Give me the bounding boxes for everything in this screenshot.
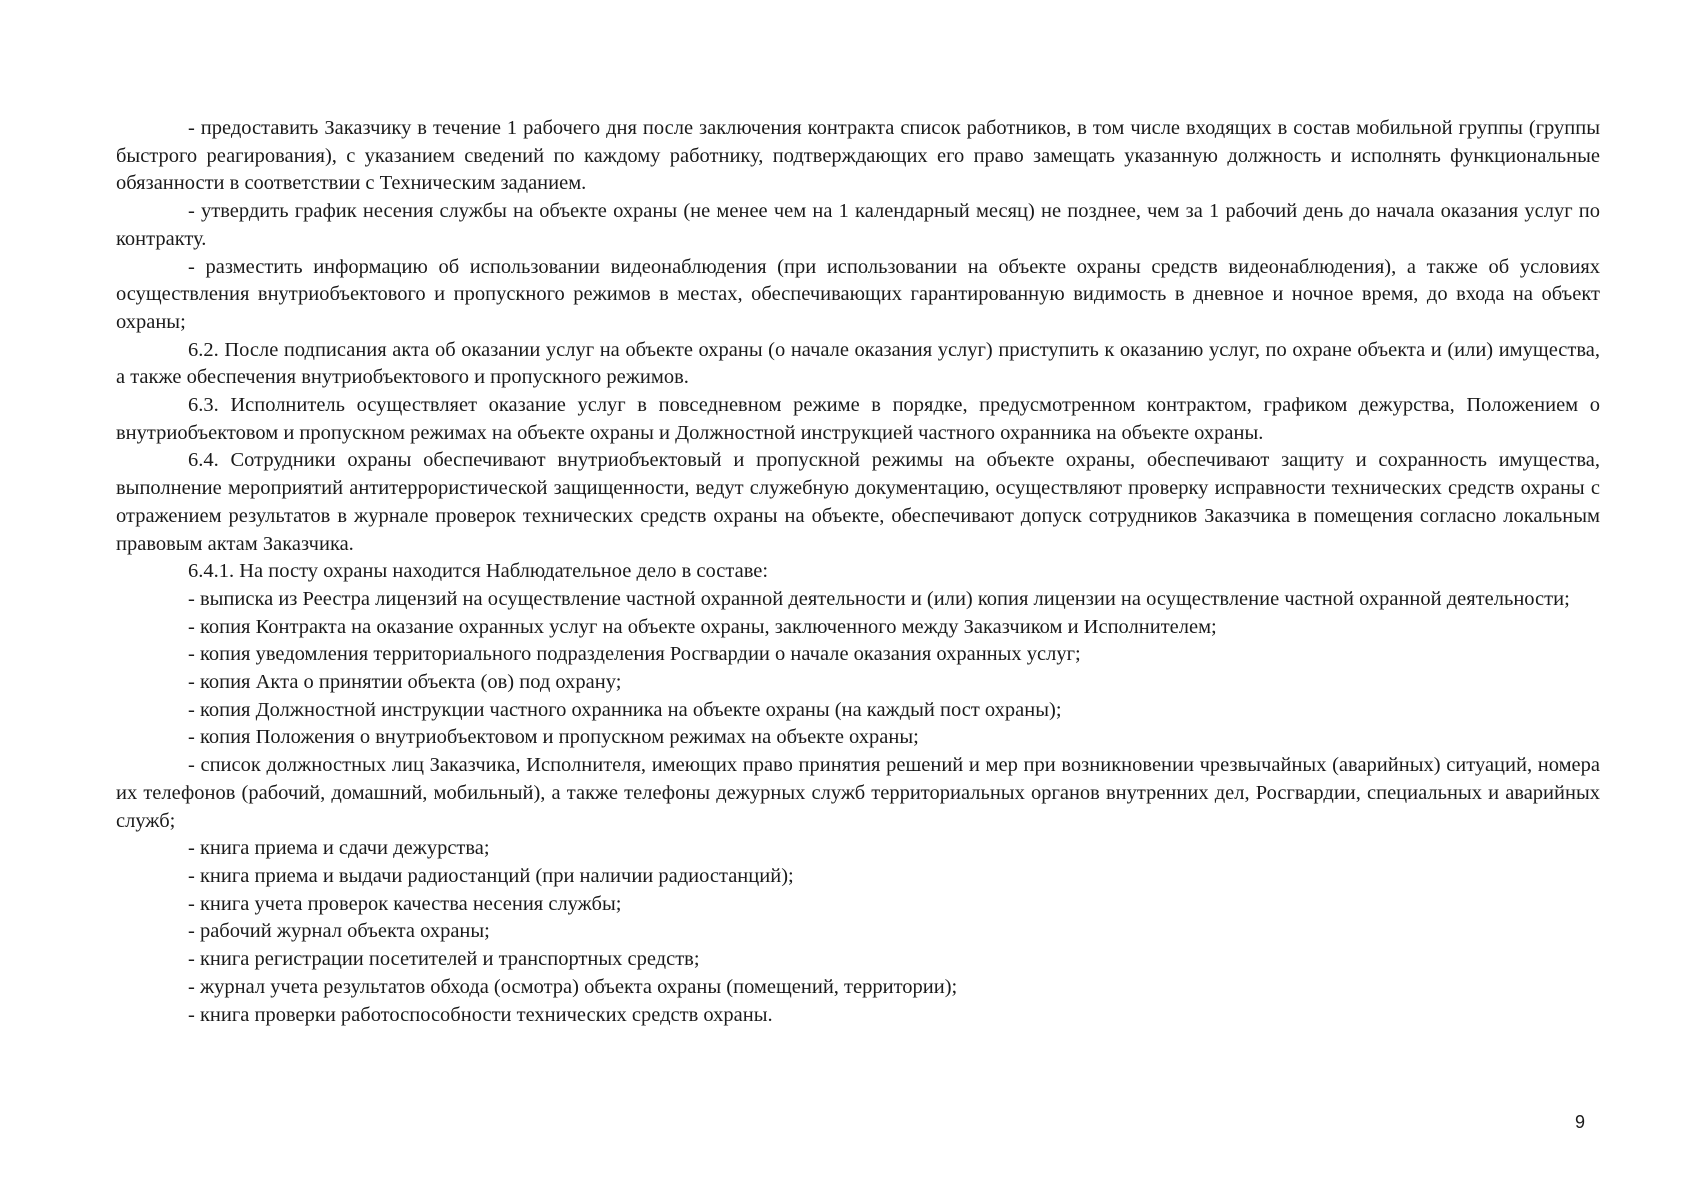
- paragraph: - утвердить график несения службы на объекте охраны (не менее чем на 1 календарный месяц) не позднее, чем за 1 рабочий день до начала оказания услуг по контракту.: [116, 200, 1600, 250]
- paragraph: - книга приема и сдачи дежурства;: [188, 837, 490, 860]
- paragraph: - книга регистрации посетителей и транспортных средств;: [188, 948, 700, 971]
- paragraph: - книга проверки работоспособности технических средств охраны.: [188, 1003, 773, 1026]
- paragraph: - копия уведомления территориального подразделения Росгвардии о начале оказания охранных услуг;: [188, 643, 1081, 666]
- paragraph: 6.3. Исполнитель осуществляет оказание услуг в повседневном режиме в порядке, предусмотренном контрактом, графиком дежурства, Положением о внутриобъектовом и пропускном режимах на объекте охраны и Должностной инструкцией частного охранника на объекте охраны.: [116, 394, 1600, 444]
- paragraph: - журнал учета результатов обхода (осмотра) объекта охраны (помещений, территории);: [188, 975, 958, 998]
- paragraph: - список должностных лиц Заказчика, Исполнителя, имеющих право принятия решений и мер при возникновении чрезвычайных (аварийных) ситуаций, номера их телефонов (рабочий, домашний, мобильный), а также телефоны дежурных служб территориальных органов внутренних дел, Росгвардии, специальных и аварийных служб;: [116, 754, 1600, 832]
- paragraph: - копия Должностной инструкции частного охранника на объекте охраны (на каждый пост охраны);: [188, 698, 1062, 721]
- page-number: 9: [1575, 1112, 1586, 1132]
- paragraph: - копия Акта о принятии объекта (ов) под охрану;: [188, 671, 622, 694]
- paragraph: - предоставить Заказчику в течение 1 рабочего дня после заключения контракта список работников, в том числе входящих в состав мобильной группы (группы быстрого реагирования), с указанием сведений по каждому работнику, подтверждающих его право замещать указанную должность и исполнять функциональные обязанности в соответствии с Техническим заданием.: [116, 117, 1600, 195]
- paragraph: - копия Контракта на оказание охранных услуг на объекте охраны, заключенного между Заказчиком и Исполнителем;: [188, 615, 1217, 638]
- paragraph: - рабочий журнал объекта охраны;: [188, 920, 490, 943]
- paragraph: - книга приема и выдачи радиостанций (при наличии радиостанций);: [188, 864, 794, 887]
- paragraph: 6.4. Сотрудники охраны обеспечивают внутриобъектовый и пропускной режимы на объекте охраны, обеспечивают защиту и сохранность имущества, выполнение мероприятий антитеррористической защищенности, ведут служебную документацию, осуществляют проверку исправности технических средств охраны с отражением результатов в журнале проверок технических средств охраны на объекте, обеспечивают допуск сотрудников Заказчика в помещения согласно локальным правовым актам Заказчика.: [116, 449, 1600, 555]
- paragraph: - копия Положения о внутриобъектовом и пропускном режимах на объекте охраны;: [188, 726, 919, 749]
- paragraph: 6.2. После подписания акта об оказании услуг на объекте охраны (о начале оказания услуг) приступить к оказанию услуг, по охране объекта и (или) имущества, а также обеспечения внутриобъектового и пропускного режимов.: [116, 338, 1600, 389]
- paragraph: 6.4.1. На посту охраны находится Наблюдательное дело в составе:: [188, 560, 769, 583]
- paragraph: - книга учета проверок качества несения службы;: [188, 892, 622, 915]
- paragraph: - выписка из Реестра лицензий на осуществление частной охранной деятельности и (или) копия лицензии на осуществление частной охранной деятельности;: [188, 587, 1570, 610]
- paragraph: - разместить информацию об использовании видеонаблюдения (при использовании на объекте охраны средств видеонаблюдения), а также об условиях осуществления внутриобъектового и пропускного режимов в местах, обеспечивающих гарантированную видимость в дневное и ночное время, до входа на объект охраны;: [116, 255, 1600, 333]
- document-body: [116, 115, 1600, 1029]
